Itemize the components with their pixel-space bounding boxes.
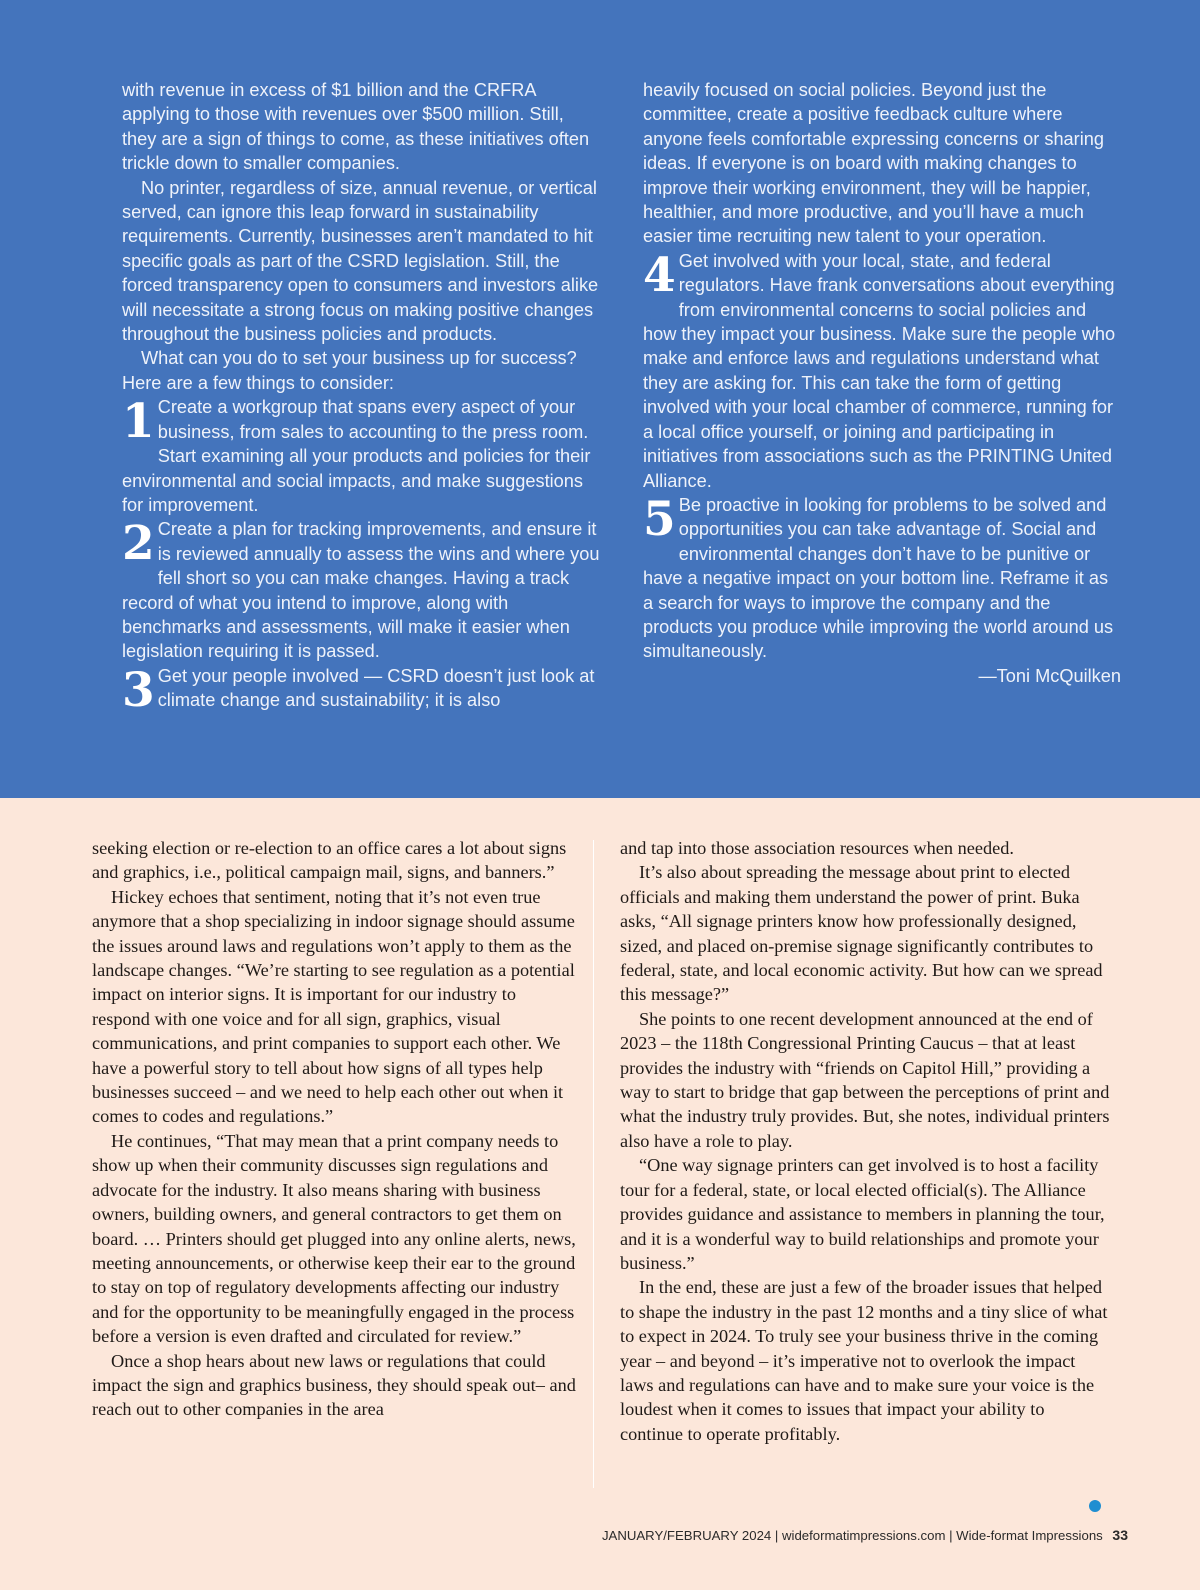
sidebar-paragraph: with revenue in excess of $1 billion and the CRFRA applying to those with revenues over $500 million. Still, they are a sign of things to come, as these initiatives often trickle down to smaller companies.: [122, 80, 590, 174]
sidebar-paragraph: heavily focused on social policies. Beyond just the committee, create a positive feedback culture where anyone feels comfortable expressing concerns or sharing ideas. If everyone is on board with making changes to improve their working environment, they will be happier, healthier, and more productive, and you’ll have a much easier time recruiting new talent to your operation.: [643, 80, 1105, 247]
tip-text: Create a workgroup that spans every aspect of your business, from sales to accounting to the press room. Start examining all your products and policies for their environmental and social impacts, and make suggestions for improvement.: [122, 397, 591, 515]
article-paragraph: Hickey echoes that sentiment, noting that it’s not even true anymore that a shop specializing in indoor signage should assume the issues around laws and regulations won’t apply to them as the landscape changes. “We’re starting to see regulation as a potential impact on interior signs. It is important for our industry to respond with one voice and for all sign, graphics, visual communications, and print companies to support each other. We have a powerful story to tell about how signs of all types help businesses succeed – and we need to help each other out when it comes to codes and regulations.”: [92, 886, 575, 1127]
author-signoff: —Toni McQuilken: [978, 665, 1121, 686]
article-paragraph: It’s also about spreading the message about print to elected officials and making them understand the power of print. Buka asks, “All signage printers know how professionally designed, sized, and placed on-premise signage significantly contributes to federal, state, and local economic activity. But how can we spread this message?”: [620, 862, 1103, 1005]
sidebar-paragraph: No printer, regardless of size, annual revenue, or vertical served, can ignore this leap forward in sustainability requirements. Currently, businesses aren’t mandated to hit specific goals as part of the CSRD legislation. Still, the forced transparency open to consumers and investors alike will necessitate a strong focus on making positive changes throughout the business policies and products.: [122, 177, 599, 345]
tip-text: Be proactive in looking for problems to be solved and opportunities you can take advantage of. Social and environmental changes don’t have to be punitive or have a negative impact on your bottom line. Reframe it as a search for ways to improve the company and the products you produce while improving the world around us simultaneously.: [643, 494, 1114, 662]
article-paragraph: Once a shop hears about new laws or regulations that could impact the sign and graphics business, they should speak out– and reach out to other companies in the area: [92, 1350, 576, 1420]
tip-item-4: [643, 249, 1121, 493]
sidebar-column-right: [643, 78, 1121, 688]
tip-number: 1: [122, 394, 155, 450]
tip-number: 5: [643, 491, 676, 547]
article-column-right: [620, 836, 1110, 1446]
article-paragraph: In the end, these are just a few of the broader issues that helped to shape the industry in the past 12 months and a tiny slice of what to expect in 2024. To truly see your business thrive in the coming year – and beyond – it’s imperative not to overlook the impact laws and regulations can have and to make sure your voice is the loudest when it comes to issues that impact your ability to continue to operate profitably.: [620, 1277, 1108, 1444]
footer-text: JANUARY/FEBRUARY 2024 | wideformatimpressions.com | Wide-format Impressions: [601, 1528, 1103, 1543]
sidebar-column-left: [122, 78, 600, 718]
column-divider: [593, 840, 594, 1488]
article-paragraph: “One way signage printers can get involved is to host a facility tour for a federal, state, or local elected official(s). The Alliance provides guidance and assistance to members in planning the tour, and it is a wonderful way to build relationships and promote your business.”: [620, 1155, 1105, 1273]
tip-item-3: [122, 662, 600, 718]
article-paragraph: and tap into those association resources when needed.: [620, 838, 1014, 858]
tip-item-5: [643, 493, 1121, 664]
page-number: 33: [1112, 1527, 1128, 1543]
page-footer: [602, 1527, 1128, 1543]
tip-number: 3: [122, 662, 155, 718]
tip-text: Get involved with your local, state, and federal regulators. Have frank conversations about everything from environmental concerns to social policies and how they impact your business. Make sure the people who make and enforce laws and regulations understand what they are asking for. This can take the form of getting involved with your local chamber of commerce, running for a local office yourself, or joining and participating in initiatives from associations such as the PRINTING United Alliance.: [643, 250, 1116, 491]
tip-number: 4: [643, 247, 676, 303]
sidebar-paragraph: What can you do to set your business up for success? Here are a few things to consider:: [122, 348, 577, 393]
article-paragraph: He continues, “That may mean that a print company needs to show up when their community discusses sign regulations and advocate for the industry. It also means sharing with business owners, building owners, and general contractors to get them on board. … Printers should get plugged into any online alerts, news, meeting announcements, or otherwise keep their ear to the ground to stay on top of regulatory developments affecting our industry and for the opportunity to be meaningfully engaged in the process before a version is even drafted and circulated for review.”: [92, 1130, 576, 1347]
tip-item-1: [122, 395, 600, 517]
article-paragraph: seeking election or re-election to an office cares a lot about signs and graphics, i.e., political campaign mail, signs, and banners.”: [92, 838, 567, 883]
end-of-article-dot: [1089, 1500, 1101, 1512]
tip-text: Create a plan for tracking improvements, and ensure it is reviewed annually to assess the wins and where you fell short so you can make changes. Having a track record of what you intend to improve, along with benchmarks and assessments, will make it easier when legislation requiring it is passed.: [122, 519, 600, 662]
article-column-left: [92, 836, 576, 1422]
tip-item-2: [122, 517, 600, 663]
tip-number: 2: [122, 516, 155, 572]
article-paragraph: She points to one recent development announced at the end of 2023 – the 118th Congressional Printing Caucus – that at least provides the industry with “friends on Capitol Hill,” providing a way to start to bridge that gap between the perceptions of print and what the industry truly provides. But, she notes, individual printers also have a role to play.: [620, 1008, 1110, 1151]
tip-text: Get your people involved — CSRD doesn’t just look at climate change and sustainability; it is also: [157, 665, 595, 711]
